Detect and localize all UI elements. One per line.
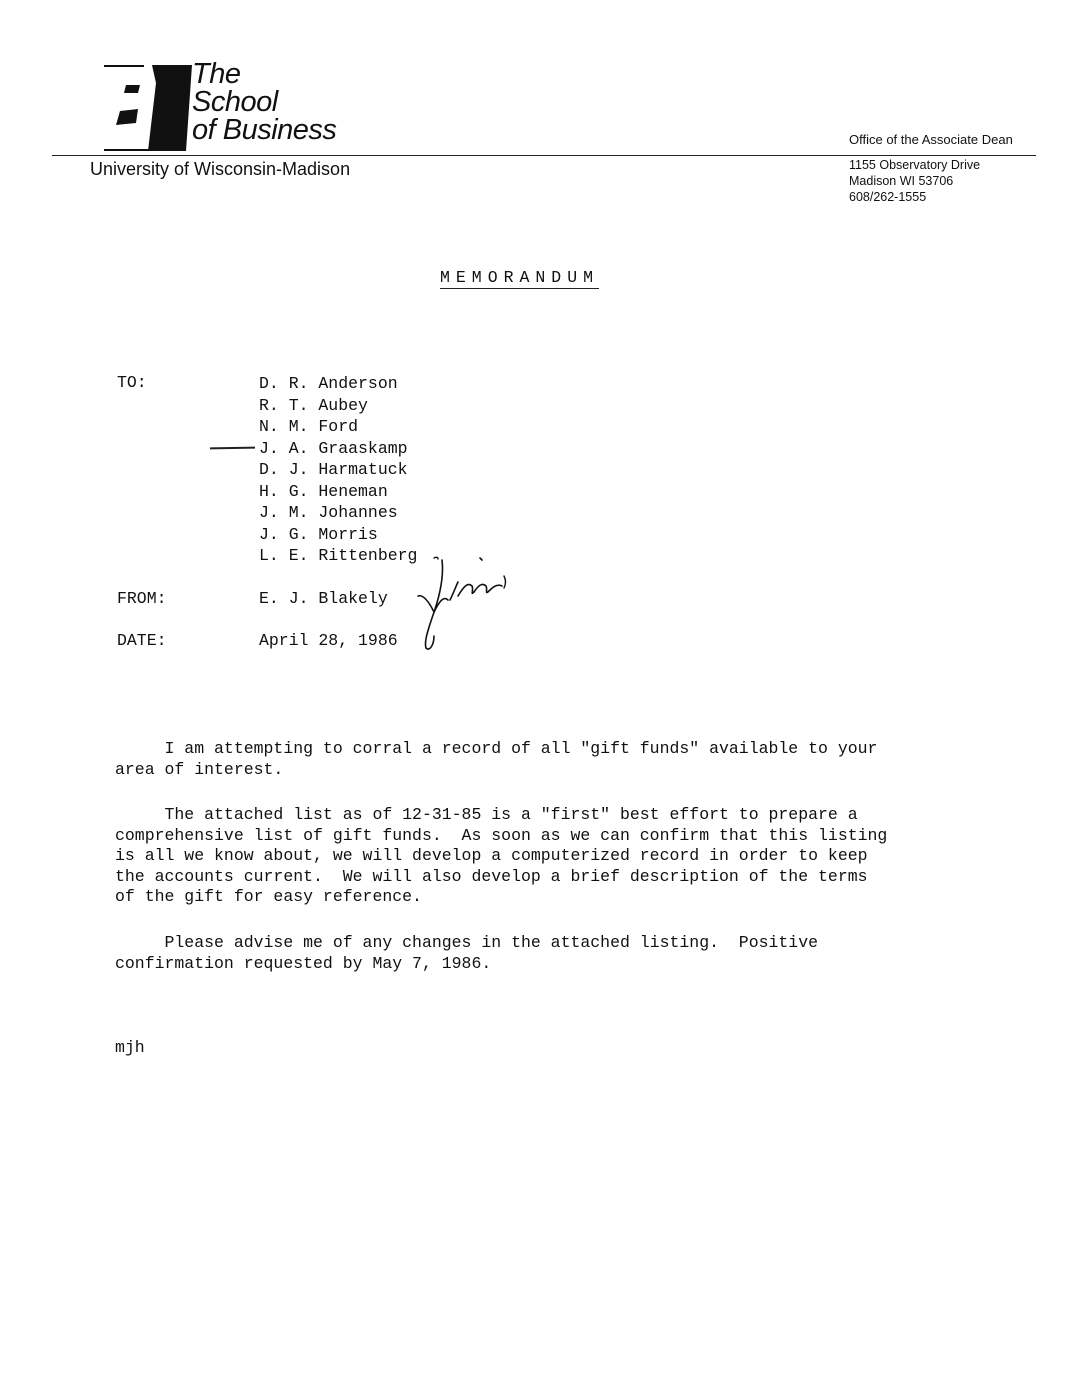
school-name-line: of Business [192, 114, 337, 146]
recipient: J. M. Johannes [259, 503, 398, 522]
recipient: H. G. Heneman [259, 481, 388, 501]
recipient: J. A. Graaskamp [259, 438, 408, 458]
school-logo-b-mark [104, 63, 194, 153]
office-title: Office of the Associate Dean [849, 132, 1013, 147]
handwritten-signature [414, 556, 524, 656]
from-label: FROM: [117, 589, 167, 608]
date-label: DATE: [117, 631, 167, 650]
body-paragraph: The attached list as of 12-31-85 is a "first" best effort to prepare a comprehensive list of gift funds. As soon as we can confirm that this listing is all we know about, we will develop a computerized record in order to keep the accounts current. We will also develop a brief description of the terms of the gift for easy reference. [115, 805, 888, 906]
from-value: E. J. Blakely [259, 589, 388, 608]
recipient: L. E. Rittenberg [259, 546, 418, 565]
office-address [849, 157, 980, 205]
handwritten-dash-mark [210, 447, 255, 449]
recipient-list [259, 373, 417, 567]
memo-title: MEMORANDUM [440, 268, 600, 287]
address-line: Madison WI 53706 [849, 174, 954, 188]
typist-initials: mjh [115, 1038, 145, 1057]
recipient: J. G. Morris [259, 524, 378, 544]
date-value: April 28, 1986 [259, 631, 398, 650]
body-paragraph: I am attempting to corral a record of all "gift funds" available to your area of interest. [115, 739, 878, 779]
recipient: D. J. Harmatuck [259, 460, 408, 479]
recipient: N. M. Ford [259, 417, 359, 436]
school-name-line: School [192, 86, 278, 118]
body-paragraph: Please advise me of any changes in the attached listing. Positive confirmation requested by May 7, 1986. [115, 933, 819, 973]
recipient: D. R. Anderson [259, 374, 398, 393]
university-name: University of Wisconsin-Madison [90, 159, 351, 179]
school-name-line: The [192, 58, 241, 90]
letterhead-rule [52, 155, 1036, 156]
to-label: TO: [117, 373, 147, 392]
address-line: 1155 Observatory Drive [849, 158, 981, 172]
school-name [192, 60, 336, 144]
address-line: 608/262-1555 [849, 190, 927, 204]
recipient: R. T. Aubey [259, 395, 368, 415]
